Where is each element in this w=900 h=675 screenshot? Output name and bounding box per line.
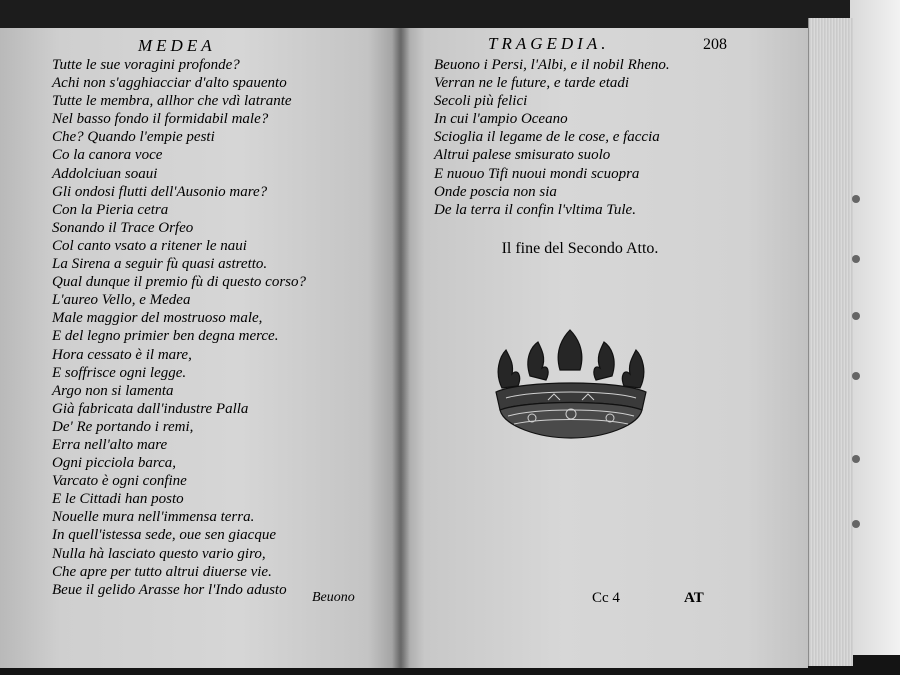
verse-line: Nouelle mura nell'immensa terra. [52,509,255,526]
right-verse-block [434,56,670,219]
verse-line: Sonando il Trace Orfeo [52,219,194,236]
verse-line: Onde poscia non sia [434,183,557,200]
verse-line: Gli ondosi flutti dell'Ausonio mare? [52,183,268,200]
left-verse-block [52,56,306,599]
edge-mark [852,520,860,528]
verse-line: Col canto vsato a ritener le naui [52,237,247,254]
left-running-head: MEDEA [138,36,216,55]
verse-line: E nuouo Tifi nuoui mondi scuopra [434,165,640,182]
verse-line: Addolciuan soaui [52,165,158,182]
verse-line: E del legno primier ben degna merce. [52,328,279,345]
act-end-line: Il fine del Secondo Atto. [501,240,659,257]
verse-line: Con la Pieria cetra [52,201,169,218]
verse-line: Altrui palese smisurato suolo [434,147,611,164]
verse-line: Nel basso fondo il formidabil male? [52,111,269,128]
verse-line: Varcato è ogni confine [52,473,187,490]
verse-line: Che apre per tutto altrui diuerse vie. [52,563,272,580]
edge-mark [852,312,860,320]
edge-mark [852,195,860,203]
verse-line: Secoli più felici [434,93,528,110]
crown-woodcut [492,328,650,440]
verse-line: De' Re portando i remi, [52,418,194,435]
verse-line: Beuono i Persi, l'Albi, e il nobil Rheno. [434,57,670,73]
edge-mark [852,372,860,380]
verse-line: Tutte le sue voragini profonde? [52,57,240,73]
verse-line: Co la canora voce [52,147,163,164]
backdrop [850,0,900,675]
verse-line: E soffrisce ogni legge. [52,364,187,381]
verse-line: In cui l'ampio Oceano [434,111,568,128]
verse-line: Argo non si lamenta [52,382,174,399]
verse-line: E le Cittadi han posto [52,491,184,508]
verse-line: Verran ne le future, e tarde etadi [434,75,630,92]
verse-line: Ogni picciola barca, [52,455,177,472]
verse-line: Achi non s'agghiacciar d'alto spauento [52,75,287,92]
verse-line: Già fabricata dall'industre Palla [52,400,249,417]
verse-line: Erra nell'alto mare [52,436,168,453]
folio-number: 208 [703,36,727,53]
verse-line: Che? Quando l'empie pesti [52,129,215,146]
verse-line: Nulla hà lasciato questo vario giro, [52,545,266,562]
verse-line: In quell'istessa sede, oue sen giacque [52,527,276,544]
gutter-shadow [392,28,410,668]
verse-line: Tutte le membra, allhor che vdì latrante [52,93,292,110]
page-edges [808,18,853,666]
verse-line: L'aureo Vello, e Medea [52,292,191,309]
verse-line: Male maggior del mostruoso male, [52,310,263,327]
verse-line: Hora cessato è il mare, [52,346,192,363]
verse-line: Scioglia il legame de le cose, e faccia [434,129,660,146]
right-running-head: TRAGEDIA. [488,34,610,53]
left-catchword: Beuono [312,590,355,605]
right-catchword: AT [684,590,704,606]
verse-line: Beue il gelido Arasse hor l'Indo adusto [52,581,287,598]
verse-line: De la terra il confin l'vltima Tule. [434,201,636,218]
verse-line: La Sirena a seguir fù quasi astretto. [52,256,268,273]
edge-mark [852,255,860,263]
verse-line: Qual dunque il premio fù di questo corso? [52,274,307,291]
edge-mark [852,455,860,463]
signature-mark: Cc 4 [592,590,620,606]
